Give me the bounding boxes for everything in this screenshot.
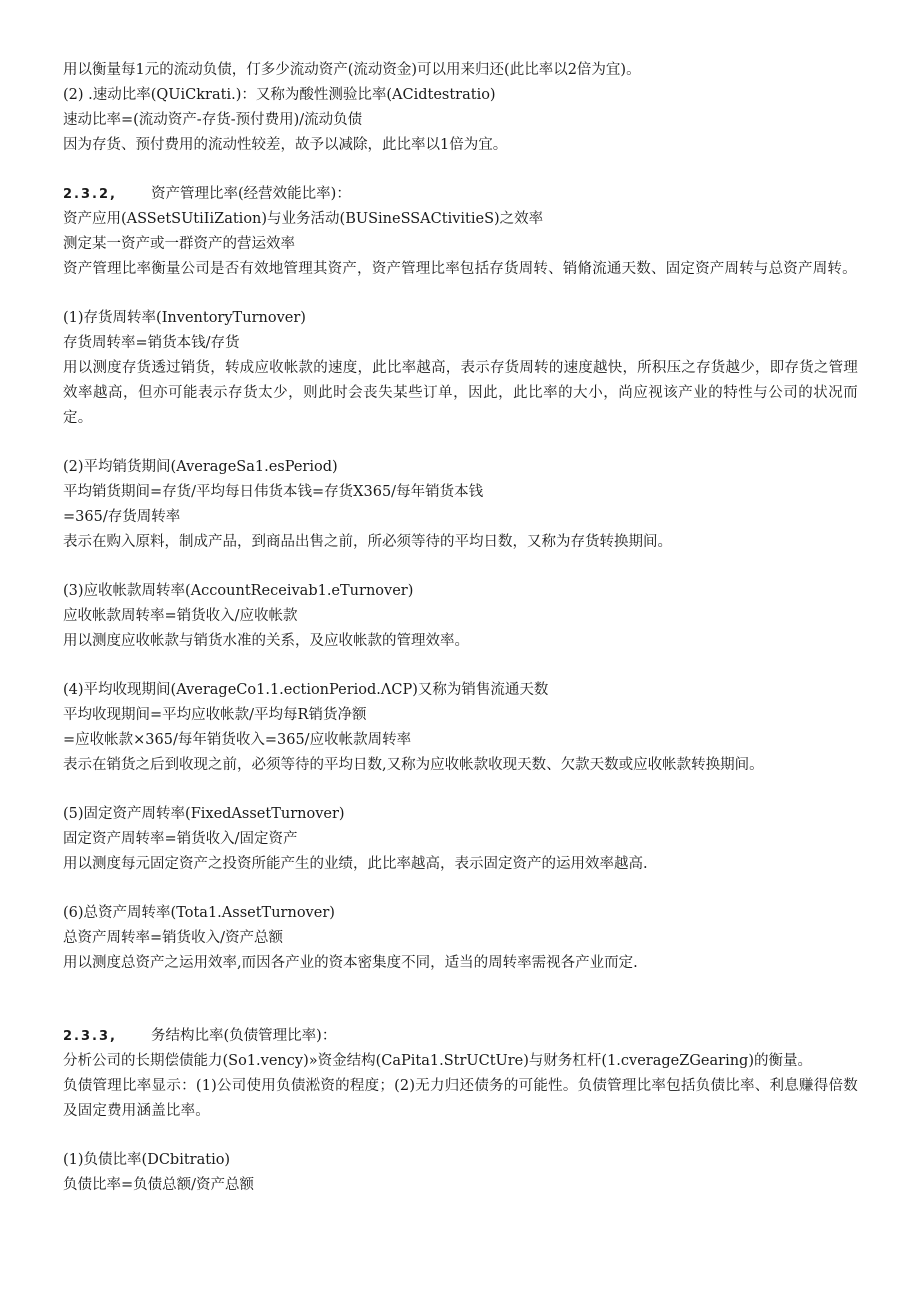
receivable-turnover-paragraph: 用以测度应收帐款与销货水准的关系，及应收帐款的管理效率。 — [63, 633, 469, 649]
avg-sales-period-title: (2)平均销货期间(AverageSa1.esPeriod) — [63, 459, 338, 475]
inventory-turnover-title: (1)存货周转率(InventoryTurnover) — [63, 310, 306, 326]
intro-line-1: 用以衡量每1元的流动负债，仃多少流动资产(流动资金)可以用来归还(此比率以2倍为宜)。 — [63, 62, 641, 78]
debt-ratio-formula: 负债比率=负债总额/资产总额 — [63, 1177, 255, 1193]
quick-ratio-title: (2) .速动比率(QUiCkrati.)：又称为酸性测验比率(ACidtestratio) — [63, 87, 496, 103]
total-asset-turnover-title: (6)总资产周转率(Tota1.AssetTurnover) — [63, 905, 335, 921]
avg-sales-period-formula-2: =365/存货周转率 — [63, 509, 181, 525]
solvency-line: 分析公司的长期偿债能力(So1.vency)»资金结构(CaPita1.StrUCtUre)与财务杠杆(1.cverageZGearing)的衡量。 — [63, 1053, 812, 1069]
section-2-3-3-title: 务结构比率(负债管理比率)： — [151, 1028, 337, 1044]
avg-sales-period-paragraph: 表示在购入原料，制成产品，到商品出售之前，所必须等待的平均日数，又称为存货转换期间。 — [63, 534, 672, 550]
debt-management-paragraph: 负债管理比率显示：(1)公司使用负债淞资的程度；(2)无力归还债务的可能性。负债管理比率包括负债比率、利息赚得倍数及固定费用涵盖比率。 — [63, 1078, 858, 1119]
fixed-asset-turnover-title: (5)固定资产周转率(FixedAssetTurnover) — [63, 806, 345, 822]
asset-management-paragraph: 资产管理比率衡量公司是否有效地管理其资产，资产管理比率包括存货周转、销脩流通天数、固定资产周转与总资产周转。 — [63, 261, 857, 277]
receivable-turnover-title: (3)应收帐款周转率(AccountReceivab1.eTurnover) — [63, 583, 414, 599]
section-2-3-2-number: 2.3.2, — [63, 187, 117, 202]
quick-ratio-note: 因为存货、预付费用的流动性较差，故予以减除，此比率以1倍为宜。 — [63, 137, 508, 153]
document-page — [63, 58, 858, 1198]
avg-collection-title: (4)平均收现期间(AverageCo1.1.ectionPeriod.ΛCP)又称为销售流通天数 — [63, 682, 549, 698]
fixed-asset-turnover-formula: 固定资产周转率=销货收入/固定资产 — [63, 831, 298, 847]
inventory-turnover-formula: 存货周转率=销货本钱/存货 — [63, 335, 240, 351]
debt-ratio-title: (1)负债比率(DCbitratio) — [63, 1152, 231, 1168]
receivable-turnover-formula: 应收帐款周转率=销货收入/应收帐款 — [63, 608, 298, 624]
avg-collection-paragraph: 表示在销货之后到收现之前，必须等待的平均日数,又称为应收帐款收现天数、欠款天数或应收帐款转换期间。 — [63, 757, 764, 773]
asset-efficiency-line: 测定某一资产或一群资产的营运效率 — [63, 236, 295, 252]
total-asset-turnover-paragraph: 用以测度总资产之运用效率,而因各产业的资本密集度不同，适当的周转率需视各产业而定. — [63, 955, 638, 971]
section-2-3-3-heading — [63, 1024, 858, 1049]
quick-ratio-formula: 速动比率=(流动资产-存货-预付费用)/流动负债 — [63, 112, 363, 128]
section-2-3-2-title: 资产管理比率(经营效能比率)： — [151, 186, 351, 202]
avg-sales-period-formula-1: 平均销货期间=存货/平均每日伟货本钱=存货X365/每年销货本钱 — [63, 484, 484, 500]
total-asset-turnover-formula: 总资产周转率=销货收入/资产总额 — [63, 930, 284, 946]
asset-utilization-line: 资产应用(ASSetSUtiIiZation)与业务活动(BUSineSSACtivitieS)之效率 — [63, 211, 544, 227]
avg-collection-formula-2: =应收帐款×365/每年销货收入=365/应收帐款周转率 — [63, 732, 412, 748]
section-2-3-2-heading — [63, 182, 858, 207]
fixed-asset-turnover-paragraph: 用以测度每元固定资产之投资所能产生的业绩，此比率越高，表示固定资产的运用效率越高. — [63, 856, 648, 872]
avg-collection-formula-1: 平均收现期间=平均应收帐款/平均每R销货净额 — [63, 707, 367, 723]
section-2-3-3-number: 2.3.3, — [63, 1029, 117, 1044]
inventory-turnover-paragraph: 用以测度存货透过销货，转成应收帐款的速度，此比率越高，表示存货周转的速度越快，所积压之存货越少，即存货之管理效率越高，但亦可能表示存货太少，则此时会丧失某些订单，因此，此比率的大小，尚应视该产业的特性与公司的状况而定。 — [63, 360, 858, 426]
